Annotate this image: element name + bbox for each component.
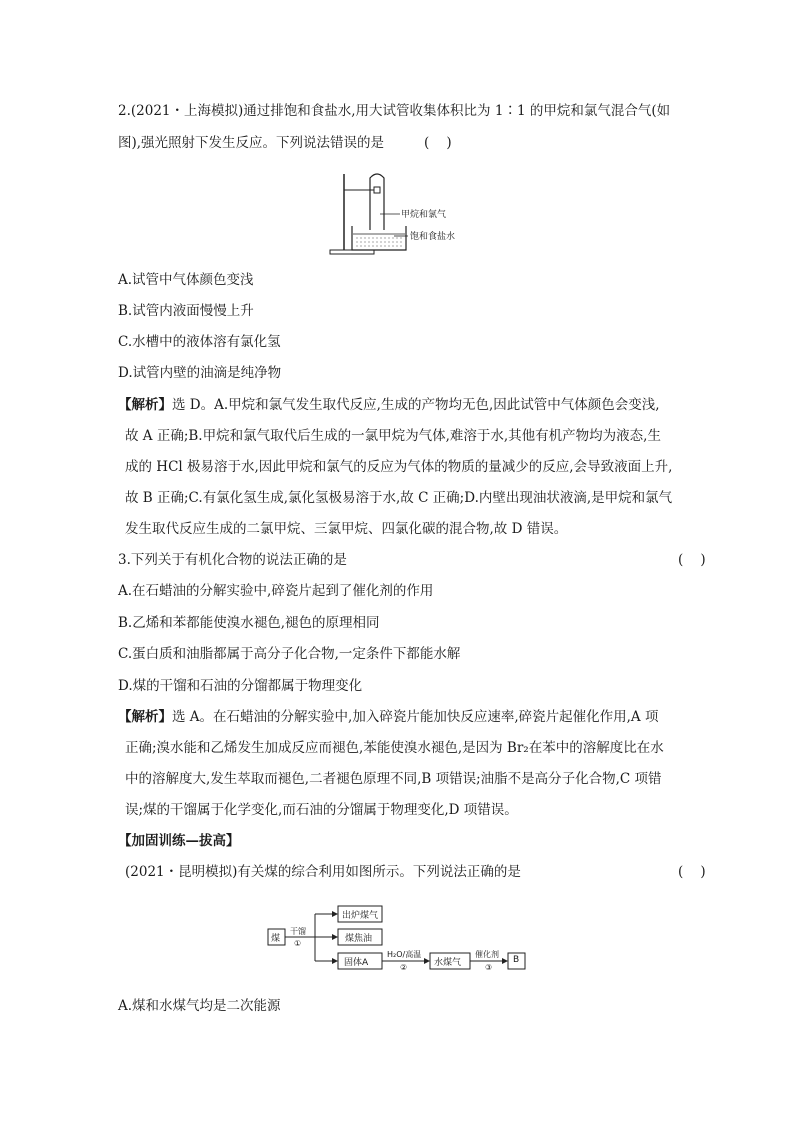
q3-analysis-line3: 中的溶解度大,发生萃取而褪色,二者褪色原理不同,B 项错误;油脂不是高分子化合物,C 项错 [125,771,662,787]
flow-out3: 固体A [344,958,369,968]
q2-analysis-text1: 选 D。A.甲烷和氯气发生取代反应,生成的产物均无色,因此试管中气体颜色会变浅, [172,397,660,413]
flow-water-gas: 水煤气 [434,958,462,968]
flow-product-b: B [513,955,520,965]
flow-out2: 煤焦油 [345,934,373,944]
q2-stem-line2: 图),强光照射下发生反应。下列说法错误的是 [118,135,385,151]
q3-analysis-line2: 正确;溴水能和乙烯发生加成反应而褪色,苯能使溴水褪色,是因为 Br₂在苯中的溶解度比在水 [125,740,664,756]
q3-stem: 3.下列关于有机化合物的说法正确的是 [118,552,347,568]
q2-option-a: A.试管中气体颜色变浅 [118,272,254,288]
q2-analysis-line3: 成的 HCl 极易溶于水,因此甲烷和氯气的反应为气体的物质的量减少的反应,会导致液面上升, [125,459,673,475]
q3-analysis-line4: 误;煤的干馏属于化学变化,而石油的分馏属于物理变化,D 项错误。 [125,802,518,818]
q3-option-d: D.煤的干馏和石油的分馏都属于物理变化 [118,678,363,694]
q2-analysis-line1 [118,396,660,414]
label-water: 饱和食盐水 [410,232,456,242]
label-gas: 甲烷和氯气 [401,210,447,220]
q3-option-b: B.乙烯和苯都能使溴水褪色,褪色的原理相同 [118,615,380,631]
q3-option-a: A.在石蜡油的分解实验中,碎瓷片起到了催化剂的作用 [118,583,434,599]
q2-option-d: D.试管内壁的油滴是纯净物 [118,365,282,381]
flow-coal: 煤 [271,934,281,944]
flow-step3: ③ [485,963,493,972]
q3-analysis-line1 [118,708,658,726]
q2-option-c: C.水槽中的液体溶有氯化氢 [118,334,281,350]
q2-stem-line1: 2.(2021・上海模拟)通过排饱和食盐水,用大试管收集体积比为 1∶1 的甲烷和氯气混合气(如 [118,103,671,119]
flow-dry-distill: 干馏 [290,927,306,936]
q4-answer-paren: ( ) [678,864,706,880]
q2-analysis-line2: 故 A 正确;B.甲烷和氯气取代后生成的一氯甲烷为气体,难溶于水,其他有机产物均为液态,生 [125,428,661,444]
q3-analysis-text1: 选 A。在石蜡油的分解实验中,加入碎瓷片能加快反应速率,碎瓷片起催化作用,A 项 [172,709,659,725]
flow-cond3: 催化剂 [475,950,499,959]
q2-analysis-tag: 【解析】 [118,397,172,413]
q3-analysis-tag: 【解析】 [118,709,172,725]
flow-step1: ① [294,939,302,948]
q3-answer-paren: ( ) [678,552,706,568]
q4-stem: (2021・昆明模拟)有关煤的综合利用如图所示。下列说法正确的是 [125,864,521,880]
q2-analysis-line4: 故 B 正确;C.有氯化氢生成,氯化氢极易溶于水,故 C 正确;D.内壁出现油状液滴,是甲烷和氯气 [125,490,673,506]
q2-analysis-line5: 发生取代反应生成的二氯甲烷、三氯甲烷、四氯化碳的混合物,故 D 错误。 [125,521,568,537]
gas-collection-figure [328,170,498,258]
section-title: 【加固训练—拔高】 [118,833,240,849]
q2-answer-paren: ( ) [424,135,452,151]
coal-flow-figure [265,900,530,975]
q3-option-c: C.蛋白质和油脂都属于高分子化合物,一定条件下都能水解 [118,646,461,662]
q4-option-a: A.煤和水煤气均是二次能源 [118,998,281,1014]
q2-option-b: B.试管内液面慢慢上升 [118,303,254,319]
flow-out1: 出炉煤气 [342,911,379,921]
flow-cond2: H₂O/高温 [387,950,422,959]
flow-step2: ② [400,963,408,972]
